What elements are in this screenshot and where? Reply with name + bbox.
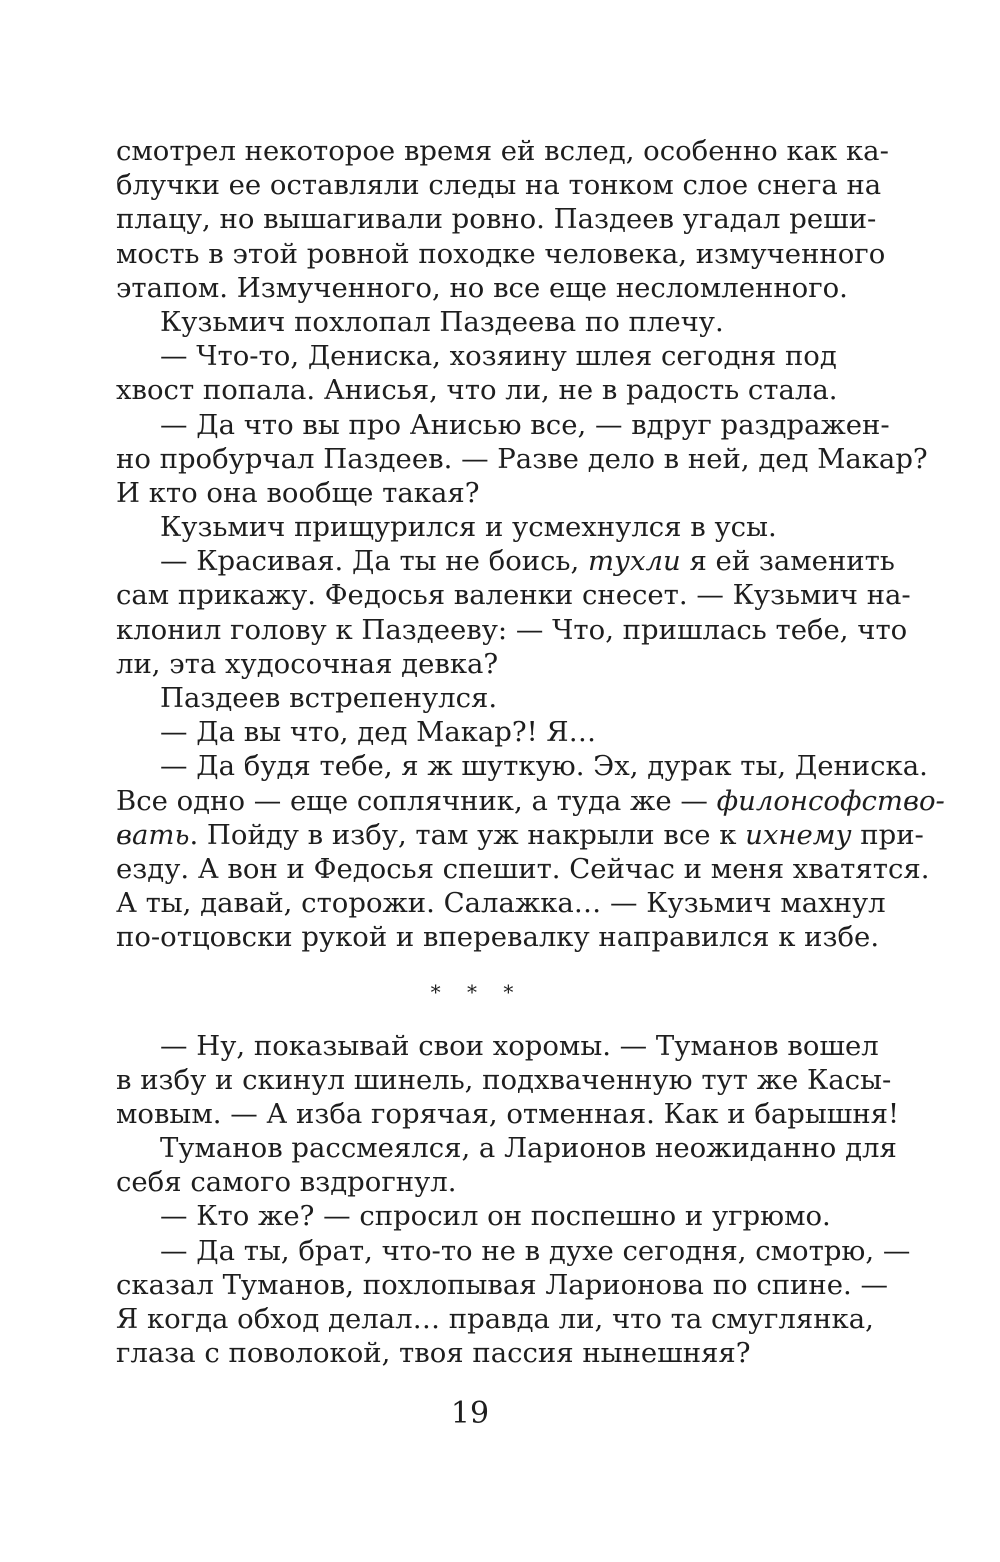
text-line: смотрел некоторое время ей вслед, особенно как ка- — [116, 135, 889, 167]
text-line: сам прикажу. Федосья валенки снесет. — Кузьмич на- — [116, 579, 911, 612]
text-line: езду. А вон и Федосья спешит. Сейчас и меня хватятся. — [116, 852, 930, 885]
text-line: блучки ее оставляли следы на тонком слое снега на — [116, 169, 882, 202]
text-line: глаза с поволокой, твоя пассия нынешняя? — [116, 1337, 751, 1370]
text-segment: Все одно — еще соплячник, а туда же — — [116, 784, 717, 817]
text-line: хвост попала. Анисья, что ли, не в радость стала. — [116, 374, 838, 407]
text-line — [116, 818, 924, 852]
section-separator: * * * — [430, 979, 524, 1004]
text-segment: — Красивая. Да ты не боись, — [160, 545, 588, 578]
text-line: сказал Туманов, похлопывая Ларионова по спине. — — [116, 1268, 888, 1301]
text-line: — Что-то, Дениска, хозяину шлея сегодня под — [160, 340, 837, 373]
text-line: Кузьмич похлопал Паздеева по плечу. — [160, 305, 724, 338]
italic-word: вать — [116, 818, 190, 851]
text-line: в избу и скинул шинель, подхваченную тут же Касы- — [116, 1063, 892, 1096]
text-line: клонил голову к Паздееву: — Что, пришлась тебе, что — [116, 613, 908, 646]
text-line: мость в этой ровной походке человека, измученного — [116, 237, 886, 270]
text-line: — Да будя тебе, я ж шуткую. Эх, дурак ты, Дениска. — [160, 750, 928, 783]
text-line — [116, 544, 895, 578]
text-line — [116, 784, 945, 818]
text-segment: я ей заменить — [680, 545, 895, 578]
text-line: этапом. Измученного, но все еще несломленного. — [116, 271, 848, 304]
text-line: ли, эта худосочная девка? — [116, 647, 499, 680]
text-line: А ты, давай, сторожи. Салажка… — Кузьмич махнул — [116, 887, 886, 920]
text-line: мовым. — А изба горячая, отменная. Как и барышня! — [116, 1097, 900, 1130]
text-segment: . Пойду в избу, там уж накрыли все к — [189, 818, 746, 851]
text-line: И кто она вообще такая? — [116, 476, 480, 509]
text-line: плацу, но вышагивали ровно. Паздеев угадал реши- — [116, 203, 877, 236]
italic-word: ихнему — [745, 818, 852, 851]
text-line: — Кто же? — спросил он поспешно и угрюмо. — [160, 1200, 831, 1233]
text-line: Я когда обход делал… правда ли, что та смуглянка, — [116, 1303, 874, 1335]
text-line: Паздеев встрепенулся. — [160, 682, 498, 714]
text-line: — Ну, показывай свои хоромы. — Туманов вошел — [160, 1029, 879, 1062]
text-line: Туманов рассмеялся, а Ларионов неожиданно для — [160, 1132, 897, 1165]
spacer — [116, 955, 826, 977]
text-line: — Да ты, брат, что-то не в духе сегодня, смотрю, — — [160, 1234, 911, 1267]
text-line: — Да вы что, дед Макар?! Я… — [160, 716, 597, 749]
text-line: по-отцовски рукой и вперевалку направился к избе. — [116, 921, 880, 954]
text-line: — Да что вы про Анисью все, — вдруг раздражен- — [160, 408, 890, 441]
text-segment: при- — [851, 818, 924, 851]
body-text — [116, 134, 945, 1370]
text-line: но пробурчал Паздеев. — Разве дело в ней, дед Макар? — [116, 442, 928, 475]
spacer — [116, 1007, 826, 1029]
italic-word: филонсофство- — [716, 784, 945, 817]
text-line: Кузьмич прищурился и усмехнулся в усы. — [160, 511, 777, 544]
page-number: 19 — [450, 1396, 490, 1431]
italic-word: тухли — [587, 545, 681, 578]
text-line: себя самого вздрогнул. — [116, 1166, 457, 1199]
